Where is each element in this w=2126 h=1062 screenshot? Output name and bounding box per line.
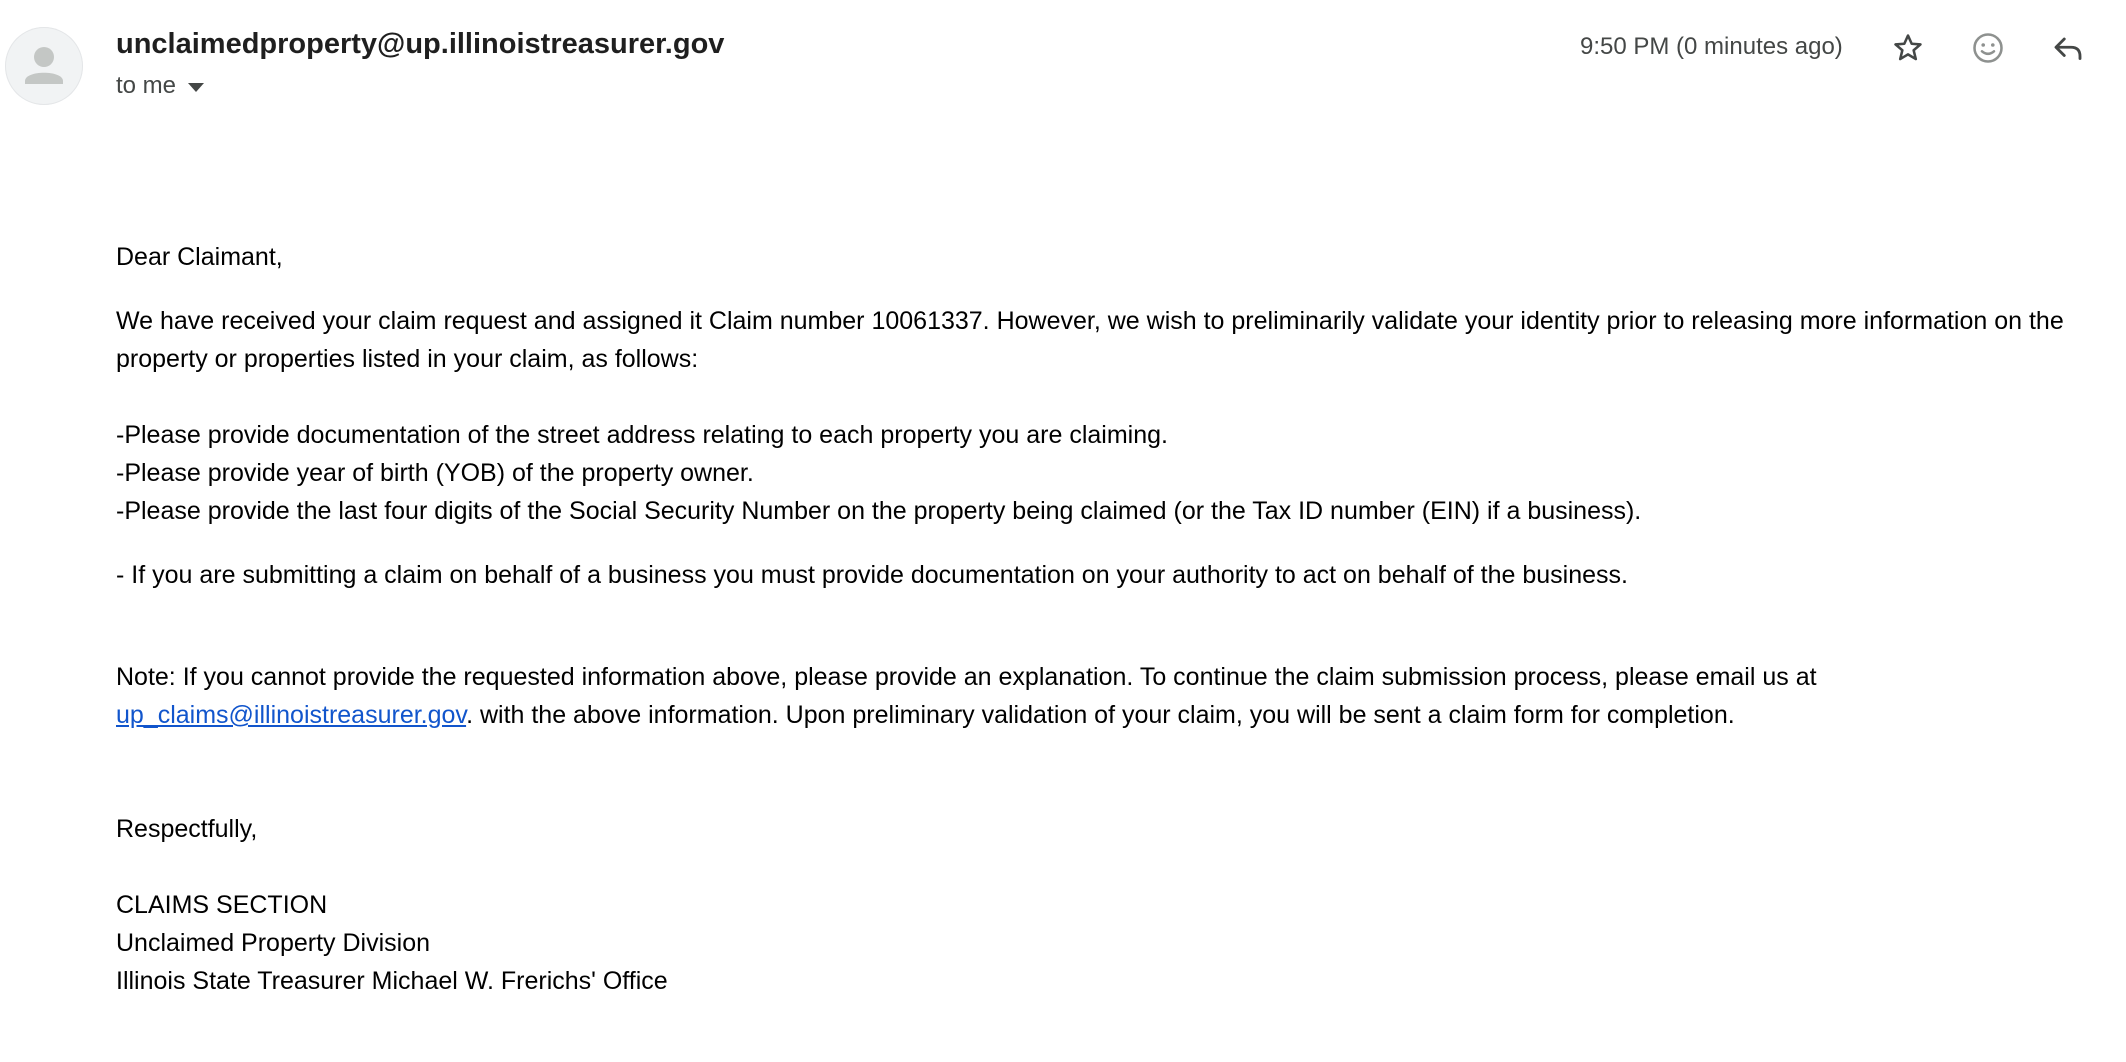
recipient-label: to me	[116, 72, 177, 99]
intro-line-2: property or properties listed in your claim, as follows:	[116, 345, 699, 373]
signature-office: Illinois State Treasurer Michael W. Frerichs' Office	[116, 967, 668, 995]
star-button[interactable]	[1884, 24, 1932, 72]
note-line-2-text: . with the above information. Upon preliminary validation of your claim, you will be sent a claim form for completion.	[466, 701, 1735, 729]
caret-down-icon	[188, 83, 204, 92]
requirement-ssn-digits: -Please provide the last four digits of the Social Security Number on the property being claimed (or the Tax ID number (EIN) if a business).	[116, 497, 1642, 525]
reply-button[interactable]	[2044, 24, 2092, 72]
requirement-street-address: -Please provide documentation of the street address relating to each property you are claiming.	[116, 421, 1168, 449]
note-line-2	[116, 696, 1735, 734]
recipient-dropdown[interactable]	[116, 72, 204, 100]
business-note: - If you are submitting a claim on behalf of a business you must provide documentation on your authority to act on behalf of the business.	[116, 561, 1628, 589]
person-icon	[5, 27, 83, 105]
star-icon	[1891, 31, 1925, 65]
message-timestamp: 9:50 PM (0 minutes ago)	[1580, 33, 1843, 60]
signature-section: CLAIMS SECTION	[116, 891, 328, 919]
sender-address[interactable]: unclaimedproperty@up.illinoistreasurer.gov	[116, 28, 725, 60]
reply-icon	[2050, 30, 2086, 66]
avatar[interactable]	[5, 27, 83, 105]
note-line-1: Note: If you cannot provide the requested information above, please provide an explanation. To continue the claim submission process, please email us at	[116, 663, 1817, 691]
intro-line-1: We have received your claim request and assigned it Claim number 10061337. However, we wish to preliminarily validate your identity prior to releasing more information on the	[116, 307, 2064, 335]
greeting: Dear Claimant,	[116, 243, 283, 271]
signature-division: Unclaimed Property Division	[116, 929, 431, 957]
claims-email-link[interactable]: up_claims@illinoistreasurer.gov	[116, 701, 467, 729]
closing: Respectfully,	[116, 815, 258, 843]
add-reaction-button[interactable]	[1964, 24, 2012, 72]
emoji-icon	[1970, 30, 2006, 66]
requirement-year-of-birth: -Please provide year of birth (YOB) of the property owner.	[116, 459, 754, 487]
